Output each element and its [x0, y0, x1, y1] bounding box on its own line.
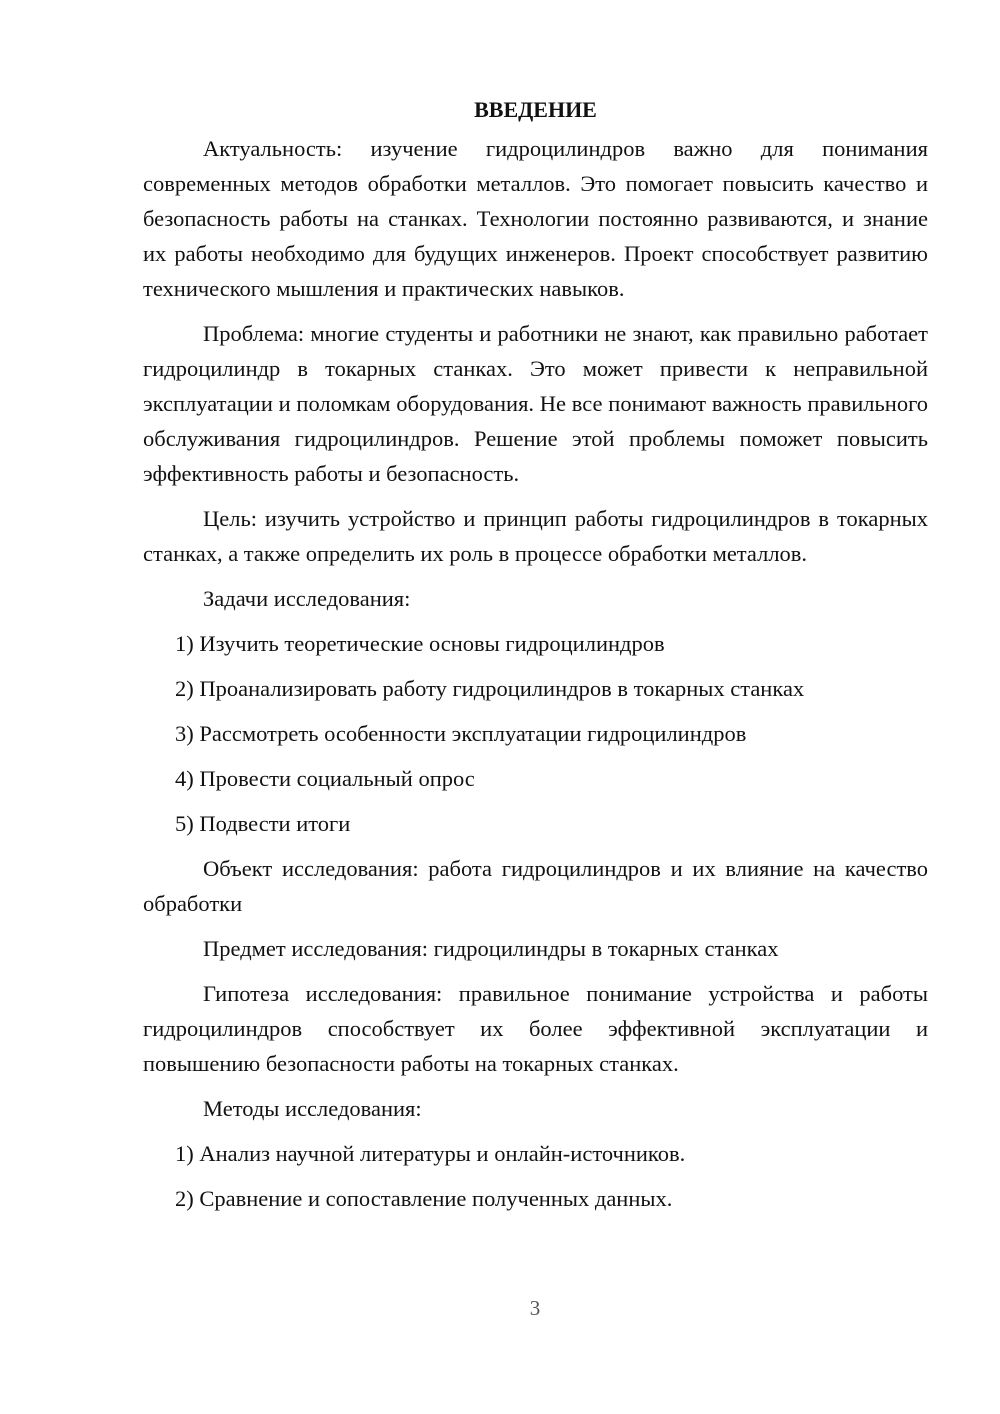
paragraph-hypothesis: Гипотеза исследования: правильное понимание устройства и работы гидроцилиндров способствует их более эффективной эксплуатации и повышению безопасности работы на токарных станках. [143, 981, 928, 1076]
list-item: 2) Проанализировать работу гидроцилиндров в токарных станках [175, 676, 805, 701]
paragraph-relevance: Актуальность: изучение гидроцилиндров важно для понимания современных методов обработки металлов. Это помогает повысить качество и безопасность работы на станках. Технологии постоянно развиваются, и знание их работы необходимо для будущих инженеров. Проект способствует развитию технического мышления и практических навыков. [143, 136, 928, 301]
list-item: 1) Изучить теоретические основы гидроцилиндров [175, 631, 665, 656]
list-item: 2) Сравнение и сопоставление полученных данных. [175, 1186, 673, 1211]
list-item: 3) Рассмотреть особенности эксплуатации гидроцилиндров [175, 721, 747, 746]
paragraph-object: Объект исследования: работа гидроцилиндров и их влияние на качество обработки [143, 856, 928, 916]
list-item: 4) Провести социальный опрос [175, 766, 475, 791]
paragraph-goal: Цель: изучить устройство и принцип работы гидроцилиндров в токарных станках, а также определить их роль в процессе обработки металлов. [143, 506, 928, 566]
methods-heading: Методы исследования: [203, 1096, 422, 1121]
list-item: 5) Подвести итоги [175, 811, 351, 836]
tasks-heading: Задачи исследования: [203, 586, 411, 611]
paragraph-problem: Проблема: многие студенты и работники не знают, как правильно работает гидроцилиндр в токарных станках. Это может привести к неправильной эксплуатации и поломкам оборудования. Не все понимают важность правильного обслуживания гидроцилиндров. Решение этой проблемы поможет повысить эффективность работы и безопасность. [143, 321, 928, 486]
tasks-list [143, 626, 928, 841]
methods-list [143, 1136, 928, 1216]
paragraph-subject: Предмет исследования: гидроцилиндры в токарных станках [203, 936, 779, 961]
page-number: 3 [529, 1296, 541, 1320]
list-item: 1) Анализ научной литературы и онлайн-источников. [175, 1141, 686, 1166]
document-page [143, 92, 928, 1226]
page-title: ВВЕДЕНИЕ [474, 97, 597, 122]
